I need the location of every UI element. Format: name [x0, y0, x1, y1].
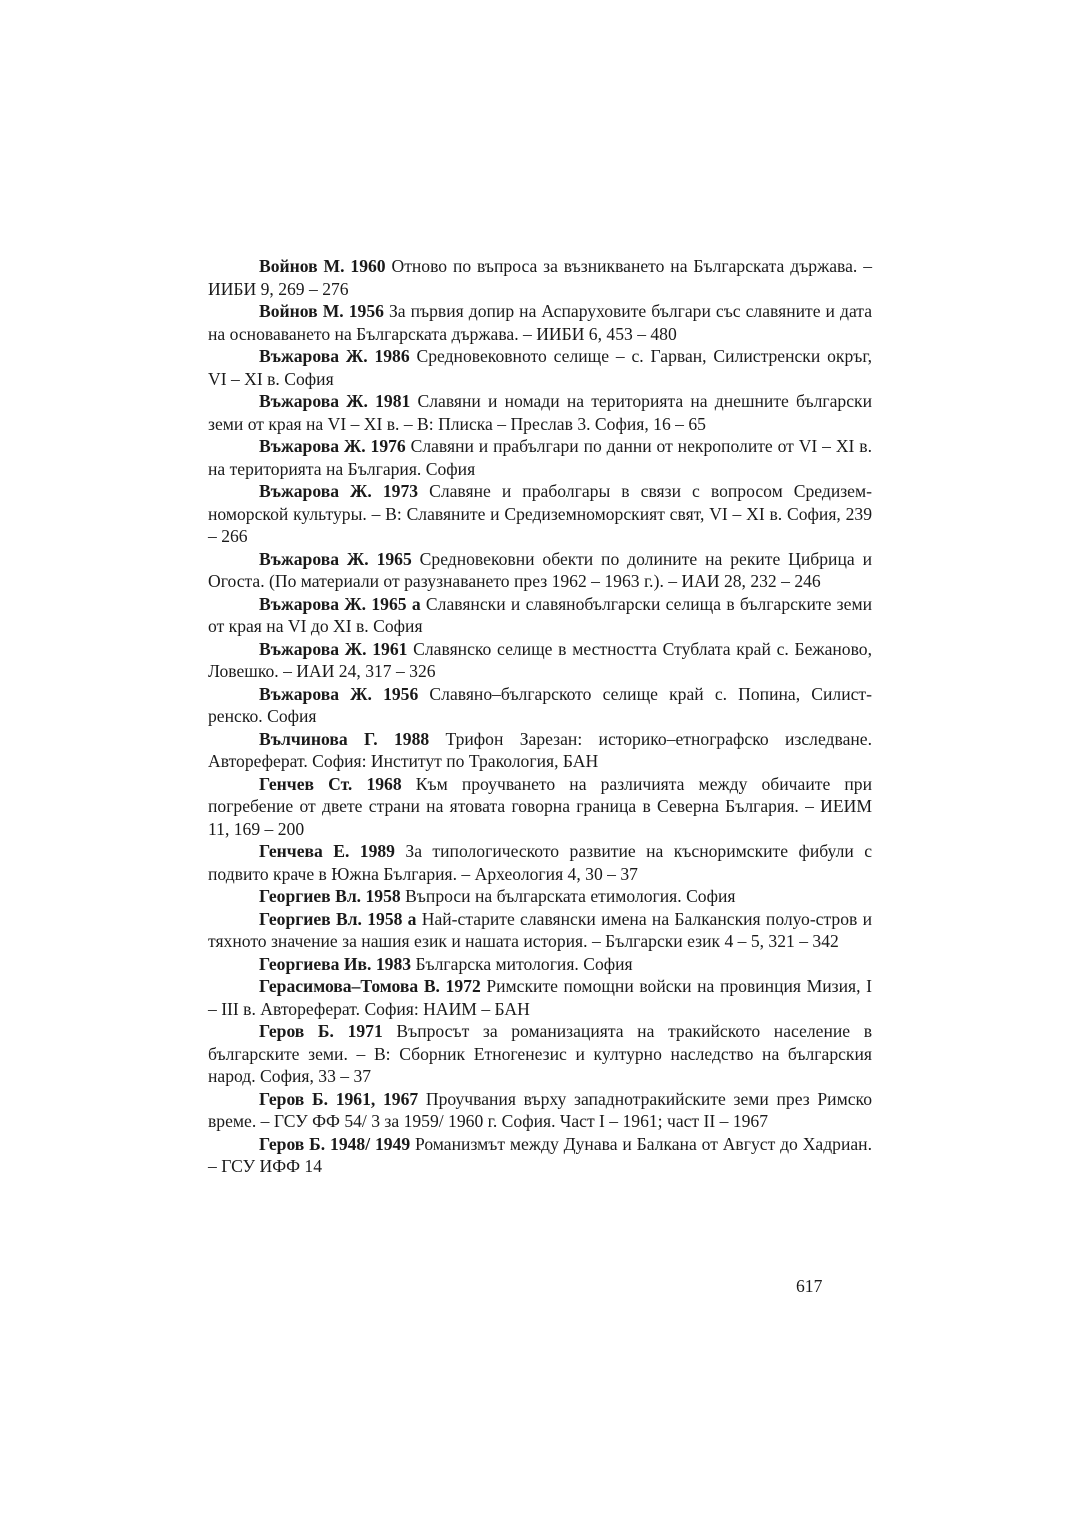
entry-author: Въжарова Ж. 1956 [259, 683, 419, 704]
entry-text: Романизмът между Дунава и Балкана от Август до Хадриан. – ГСУ ИФФ 14 [208, 1133, 872, 1176]
entry-text: Трифон Зарезан: историко–етнографско изследване. Автореферат. София: Институт по Тракология, БАН [208, 728, 872, 771]
bibliography-entry [208, 435, 872, 480]
entry-text: Проучвания върху западнотракийските земи през Римско време. – ГСУ ФФ 54/ 3 за 1959/ 1960 г. София. Част I – 1961; част II – 1967 [208, 1088, 872, 1131]
entry-author: Генчев Ст. 1968 [259, 773, 402, 794]
entry-text: Славяно–българското селище край с. Попина, Силист-ренско. София [208, 683, 872, 726]
entry-text: Въпросът за романизацията на тракийското население в българските земи. – В: Сборник Етногенезис и културно наследство на българския народ. София, 33 – 37 [208, 1021, 872, 1086]
entry-text: Най-старите славянски имена на Балканския полуо-стров и тяхното значение за нашия език и нашата история. – Български език 4 – 5, 321 – 342 [208, 908, 872, 951]
bibliography-entry [208, 1020, 872, 1088]
bibliography-entry [208, 885, 872, 908]
entry-text: Средновековното селище – с. Гарван, Силистренски окръг, VI – XI в. София [208, 346, 872, 389]
bibliography-entry [208, 593, 872, 638]
entry-text: Средновековни обекти по долините на реките Цибрица и Огоста. (По материали от разузнаването през 1962 – 1963 г.). – ИАИ 28, 232 – 246 [208, 548, 872, 591]
entry-author: Въжарова Ж. 1976 [259, 436, 406, 456]
entry-text: Славянско селище в местността Стублата край с. Бежаново, Ловешко. – ИАИ 24, 317 – 326 [208, 638, 872, 681]
bibliography-entry [208, 908, 872, 953]
entry-author: Георгиева Ив. 1983 [259, 953, 412, 974]
entry-text: Славяни и номади на територията на днешните български земи от края на VI – XI в. – В: Плиска – Преслав 3. София, 16 – 65 [208, 391, 872, 434]
bibliography-list [208, 255, 872, 1178]
page-number: 617 [796, 1276, 823, 1296]
entry-author: Георгиев Вл. 1958 а [259, 908, 417, 929]
entry-text: Славяне и праболгары в связи с вопросом Средизем-номорской культуры. – В: Славяните и Средиземноморският свят, VI – XI в. София, 239 – 266 [208, 481, 872, 546]
entry-author: Геров Б. 1948/ 1949 [259, 1133, 411, 1154]
bibliography-entry [208, 480, 872, 548]
entry-author: Въжарова Ж. 1986 [259, 346, 410, 366]
entry-author: Геров Б. 1971 [259, 1021, 383, 1041]
entry-text: За типологическото развитие на късноримските фибули с подвито краче в Южна България. – Археология 4, 30 – 37 [208, 841, 872, 884]
bibliography-entry [208, 1133, 872, 1178]
entry-author: Въжарова Ж. 1965 [259, 548, 412, 569]
entry-author: Въжарова Ж. 1965 а [259, 593, 421, 614]
entry-author: Генчева Е. 1989 [259, 841, 395, 861]
entry-author: Вълчинова Г. 1988 [259, 728, 430, 749]
bibliography-entry [208, 255, 872, 300]
entry-text: Славянски и славянобългарски селища в българските земи от края на VI до XI в. София [208, 593, 872, 636]
bibliography-entry [208, 953, 872, 976]
entry-author: Герасимова–Томова В. 1972 [259, 976, 481, 996]
bibliography-entry [208, 728, 872, 773]
entry-author: Въжарова Ж. 1961 [259, 638, 408, 659]
entry-text: Римските помощни войски на провинция Мизия, I – III в. Автореферат. София: НАИМ – БАН [208, 976, 873, 1019]
bibliography-entry [208, 390, 872, 435]
bibliography-entry [208, 345, 872, 390]
entry-author: Войнов М. 1960 [259, 256, 386, 276]
bibliography-entry [208, 638, 872, 683]
bibliography-entry [208, 840, 872, 885]
entry-text: Към проучването на различията между обичаите при погребение от двете страни на ятовата говорна граница в Северна България. – ИЕИМ 11, 169 – 200 [208, 773, 872, 839]
bibliography-entry [208, 975, 872, 1020]
entry-author: Георгиев Вл. 1958 [259, 886, 401, 906]
entry-text: Въпроси на българската етимология. София [400, 886, 736, 906]
bibliography-entry [208, 683, 872, 728]
entry-text: За първия допир на Аспаруховите българи със славяните и дата на основаването на Българската държава. – ИИБИ 6, 453 – 480 [208, 301, 873, 344]
entry-author: Въжарова Ж. 1981 [259, 391, 411, 411]
entry-text: Българска митология. София [411, 953, 633, 974]
bibliography-entry [208, 773, 872, 841]
bibliography-entry [208, 300, 872, 345]
entry-text: Славяни и прабългари по данни от некрополите от VI – XI в. на територията на България. София [208, 436, 872, 479]
entry-author: Въжарова Ж. 1973 [259, 481, 419, 501]
bibliography-entry [208, 1088, 872, 1133]
entry-author: Геров Б. 1961, 1967 [259, 1088, 419, 1109]
entry-text: Отново по въпроса за възникването на Българската държава. – ИИБИ 9, 269 – 276 [208, 256, 873, 299]
entry-author: Войнов М. 1956 [259, 301, 384, 321]
bibliography-entry [208, 548, 872, 593]
